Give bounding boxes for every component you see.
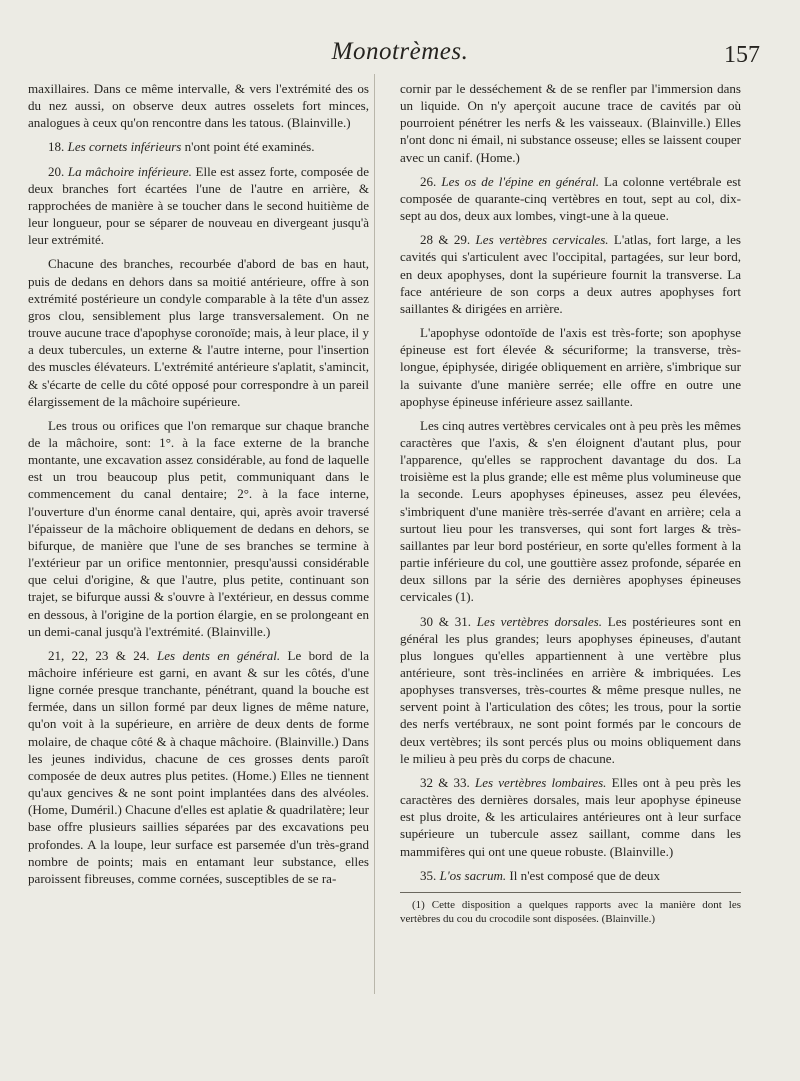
section-title: Les vertèbres lombaires. xyxy=(474,774,607,790)
section-title: Les vertèbres dorsales. xyxy=(476,613,602,629)
paragraph xyxy=(400,613,741,767)
paragraph xyxy=(28,163,369,249)
section-number: 32 & 33. xyxy=(420,774,470,790)
paragraph-text: n'ont point été examinés. xyxy=(181,139,315,155)
section-number: 30 & 31. xyxy=(420,613,472,629)
left-column xyxy=(28,80,369,894)
paragraph-text: Il n'est composé que de deux xyxy=(506,867,660,883)
paragraph-text: La colonne vertébrale est composée de quarante-cinq vertèbres en tout, sept au col, dix-sept au dos, deux aux lombes, vingt-une à la queue. xyxy=(400,173,742,224)
section-title: La mâchoire inférieure. xyxy=(67,163,192,179)
section-number: 21, 22, 23 & 24. xyxy=(48,647,150,663)
paragraph xyxy=(400,324,741,410)
section-title: Les cornets inférieurs xyxy=(67,139,182,155)
section-number: 26. xyxy=(420,173,437,189)
paragraph-text: L'atlas, fort large, a les cavités qui s'articulent avec l'occipital, partagées, sur leur bord, en deux apophyses, dont la supérieure fournit la transverse. La face antérieure de son corps a deux autres apophyses fort saillantes & dirigées en arrière. xyxy=(400,232,741,316)
paragraph xyxy=(400,774,741,860)
paragraph-text: Elles ont à peu près les caractères des dernières dorsales, mais leur apophyse épineuse est plus droite, & les articulaires antérieures ont à leur surface supérieure un tubercule assez saillant, comme dans les mammifères qui ont une queue robuste. (Blainville.) xyxy=(400,774,742,859)
paragraph xyxy=(28,647,369,887)
paragraph-text: Les postérieures sont en général les plus grandes; leurs apophyses épineuses, d'autant plus longues qu'elles appartiennent à une vertèbre plus antérieure, sont très-inclinées en arrière & imbriquées. Les apophyses transverses, très-courtes & même presque nulles, ne servent point à l'articulation des côtes; les trous, pour la sortie des nerfs vertébraux, ne sont point formés par le concours de deux vertèbres; ils sont percés plus ou moins obliquement dans le milieu à peu près du corps de chacune. xyxy=(400,613,741,766)
paragraph xyxy=(28,255,369,409)
page-number: 157 xyxy=(724,42,760,68)
paragraph-text: Le bord de la mâchoire inférieure est garni, en avant & sur les côtés, d'une ligne cornée presque tranchante, pénétrant, quand la bouche est fermée, dans un sillon formé par deux lignes de même nature, qu'on voit à la supérieure, en arrière de deux dents de forme molaire, de chaque côté & à chaque mâchoire. (Blainville.) Dans les jeunes individus, chacune de ces grosses dents paroît composée de deux autres plus petites. (Home.) Elles ne tiennent qu'aux gencives & ne sont point implantées dans des alvéoles. (Home, Duméril.) Chacune d'elles est aplatie & quadrilatère; leur base offre plusieurs saillies séparées par des excavations peu profondes. A la loupe, leur surface est parsemée d'un très-grand nombre de points; mais en entamant leur substance, elles paroissent fibreuses, comme cornées, susceptibles de se ra- xyxy=(28,647,369,886)
section-number: 35. xyxy=(420,867,437,883)
column-divider xyxy=(374,74,375,994)
section-title: Les os de l'épine en général. xyxy=(441,173,599,189)
paragraph-text: Les trous ou orifices que l'on remarque sur chaque branche de la mâchoire, sont: 1°. à la face externe de la branche montante, une excavation assez considérable, au fond de laquelle est un trou beaucoup plus petit, communiquant dans le commencement du canal dentaire; 2°. à la face interne, l'ouverture d'un énorme canal dentaire, qui, après avoir traversé l'épaisseur de la mâchoire obliquement de dedans en dehors, se bifurque, de manière que l'une de ses branches se termine à l'extérieur par un orifice mentonnier, presqu'aussi considérable que celui d'origine, & que l'autre, plus petite, continuant son trajet, se bifurque aussi & s'ouvre à l'extérieur, en dessus comme en dessous, à l'origine de la portion élargie, en se prolongeant en un demi-canal jusqu'à l'extrémité. (Blainville.) xyxy=(28,417,369,639)
paragraph xyxy=(28,138,369,155)
paragraph xyxy=(400,417,741,606)
paragraph-text: Les cinq autres vertèbres cervicales ont à peu près les mêmes caractères que l'axis, & s'en éloignent d'autant plus, pour l'apparence, qu'elles se rapprochent davantage du dos. La troisième est la plus grande; elle est même plus volumineuse que la seconde. Leurs apophyses épineuses, assez peu élevées, s'imbriquent d'une manière très-serrée d'avant en arrière; cela a surtout lieu pour les transverses, qui sont fort larges & très-saillantes par leur bord postérieur, en sorte qu'elles forment à la partie inférieure du col, une gouttière assez profonde, séparée en deux sillons par la série des dernières apophyses épineuses cervicales (1). xyxy=(400,417,741,605)
right-column-body xyxy=(400,80,741,884)
section-number: 18. xyxy=(48,139,65,155)
footnote: (1) Cette disposition a quelques rapports avec la manière dont les vertèbres du cou du crocodile sont disposées. (Blainville.) xyxy=(400,898,741,925)
paragraph xyxy=(400,80,741,166)
paragraph xyxy=(400,173,741,224)
paragraph-text: L'apophyse odontoïde de l'axis est très-forte; son apophyse épineuse est fort élevée & sécuriforme; la transverse, très-longue, épiphysée, dirigée obliquement en arrière, s'imbrique sur la suivante d'une manière serrée; elle offre en outre une apophyse épineuse inférieure assez saillante. xyxy=(400,325,741,409)
section-title: L'os sacrum. xyxy=(439,867,507,883)
paragraph xyxy=(400,231,741,317)
right-column xyxy=(400,80,741,926)
section-number: 28 & 29. xyxy=(420,232,471,248)
paragraph-text: Elle est assez forte, composée de deux branches fort écartées l'une de l'autre en arrière, & rapprochées de manière à se toucher dans le second huitième de leur longueur, pour se séparer de nouveau en divergeant jusqu'à leur extrémité. xyxy=(28,163,369,248)
paragraph-text: Chacune des branches, recourbée d'abord de bas en haut, puis de dedans en dehors dans sa moitié antérieure, offre à son extrémité postérieure un condyle comparable à la tête d'un assez gros clou, sensiblement plus large transversalement. On ne trouve aucune trace d'apophyse coronoïde; mais, à leur place, il y a deux tubercules, un externe & l'autre interne, pour l'insertion des muscles élévateurs. L'extrémité antérieure s'aplatit, s'amincit, & s'écarte de celle du côté opposé pour correspondre à un pareil élargissement de la mâchoire supérieure. xyxy=(28,256,369,409)
running-title: Monotrèmes. xyxy=(331,38,469,65)
paragraph xyxy=(28,80,369,131)
paragraph xyxy=(28,417,369,640)
paragraph-text: maxillaires. Dans ce même intervalle, & vers l'extrémité des os du nez aussi, on observe deux autres osselets fort minces, analogues à ceux qu'on rencontre dans les tatous. (Blainville.) xyxy=(28,81,369,131)
paragraph xyxy=(400,867,741,884)
section-title: Les vertèbres cervicales. xyxy=(475,232,609,248)
section-number: 20. xyxy=(48,163,65,179)
paragraph-text: cornir par le desséchement & de se renfler par l'immersion dans un liquide. On n'y aperçoit aucune trace de cavités par où pourroient pénétrer les nerfs & les vaisseaux. (Blainville.) Elles n'ont donc ni émail, ni substance osseuse; elles se laissent couper avec un canif. (Home.) xyxy=(400,81,741,165)
footnote-rule xyxy=(400,892,741,893)
section-title: Les dents en général. xyxy=(156,647,281,663)
